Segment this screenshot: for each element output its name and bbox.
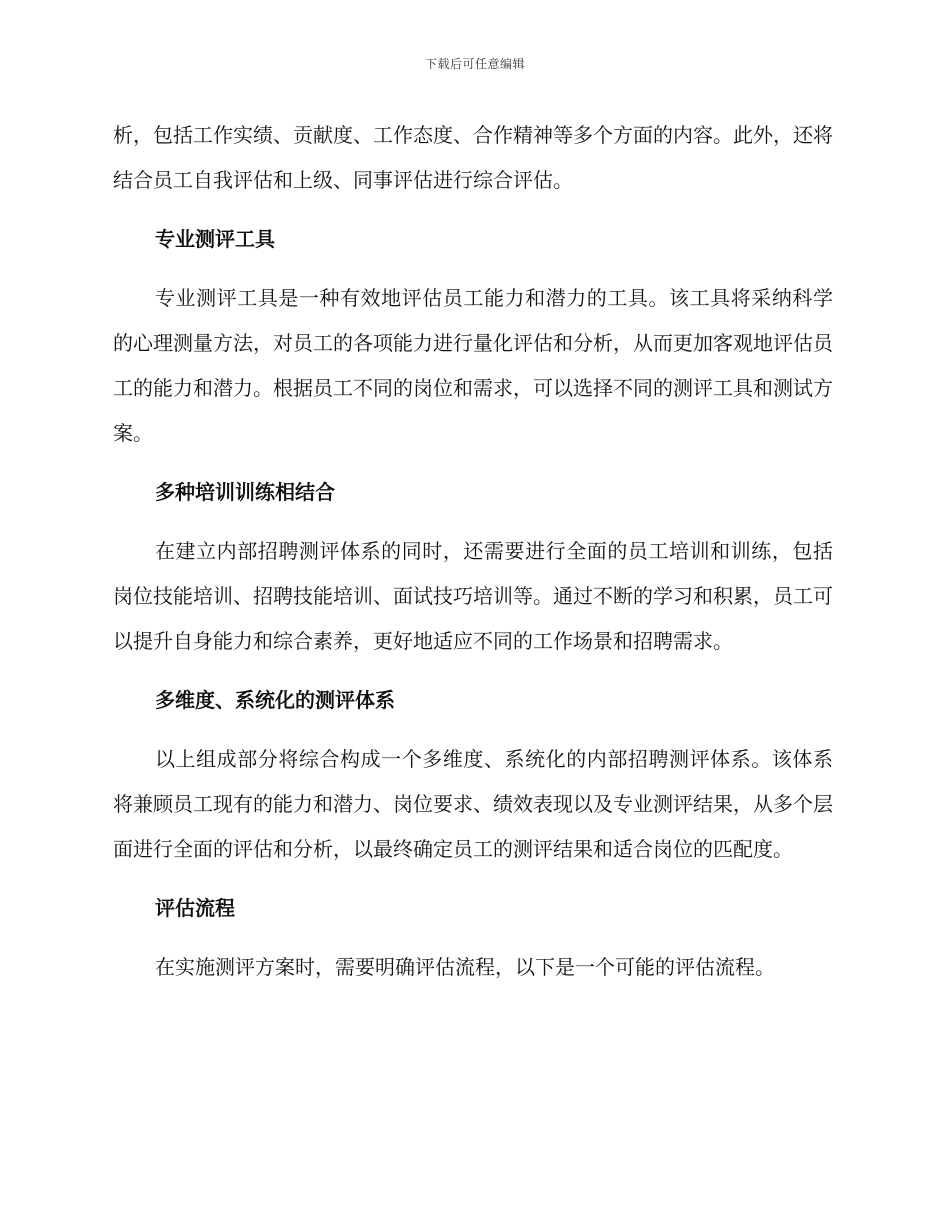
section-heading-training: 多种培训训练相结合 [155, 480, 335, 504]
section-heading-evaluation-process: 评估流程 [155, 896, 235, 920]
section-paragraph-evaluation-process: 在实施测评方案时，需要明确评估流程，以下是一个可能的评估流程。 [155, 955, 775, 979]
section-paragraph-assessment-tools: 专业测评工具是一种有效地评估员工能力和潜力的工具。该工具将采纳科学的心理测量方法，对员工的各项能力进行量化评估和分析，从而更加客观地评估员工的能力和潜力。根据员工不同的岗位和需求，可以选择不同的测评工具和测试方案。 [113, 286, 833, 445]
document-body [113, 113, 833, 990]
section-paragraph-training: 在建立内部招聘测评体系的同时，还需要进行全面的员工培训和训练，包括岗位技能培训、招聘技能培训、面试技巧培训等。通过不断的学习和积累，员工可以提升自身能力和综合素养，更好地适应不同的工作场景和招聘需求。 [113, 539, 833, 653]
section-heading-evaluation-system: 多维度、系统化的测评体系 [155, 688, 395, 712]
section-heading-assessment-tools: 专业测评工具 [155, 227, 275, 251]
continuation-paragraph: 析，包括工作实绩、贡献度、工作态度、合作精神等多个方面的内容。此外，还将结合员工自我评估和上级、同事评估进行综合评估。 [113, 123, 833, 192]
page-header: 下载后可任意编辑 [424, 57, 525, 71]
section-paragraph-evaluation-system: 以上组成部分将综合构成一个多维度、系统化的内部招聘测评体系。该体系将兼顾员工现有的能力和潜力、岗位要求、绩效表现以及专业测评结果，从多个层面进行全面的评估和分析，以最终确定员工的测评结果和适合岗位的匹配度。 [113, 747, 833, 861]
